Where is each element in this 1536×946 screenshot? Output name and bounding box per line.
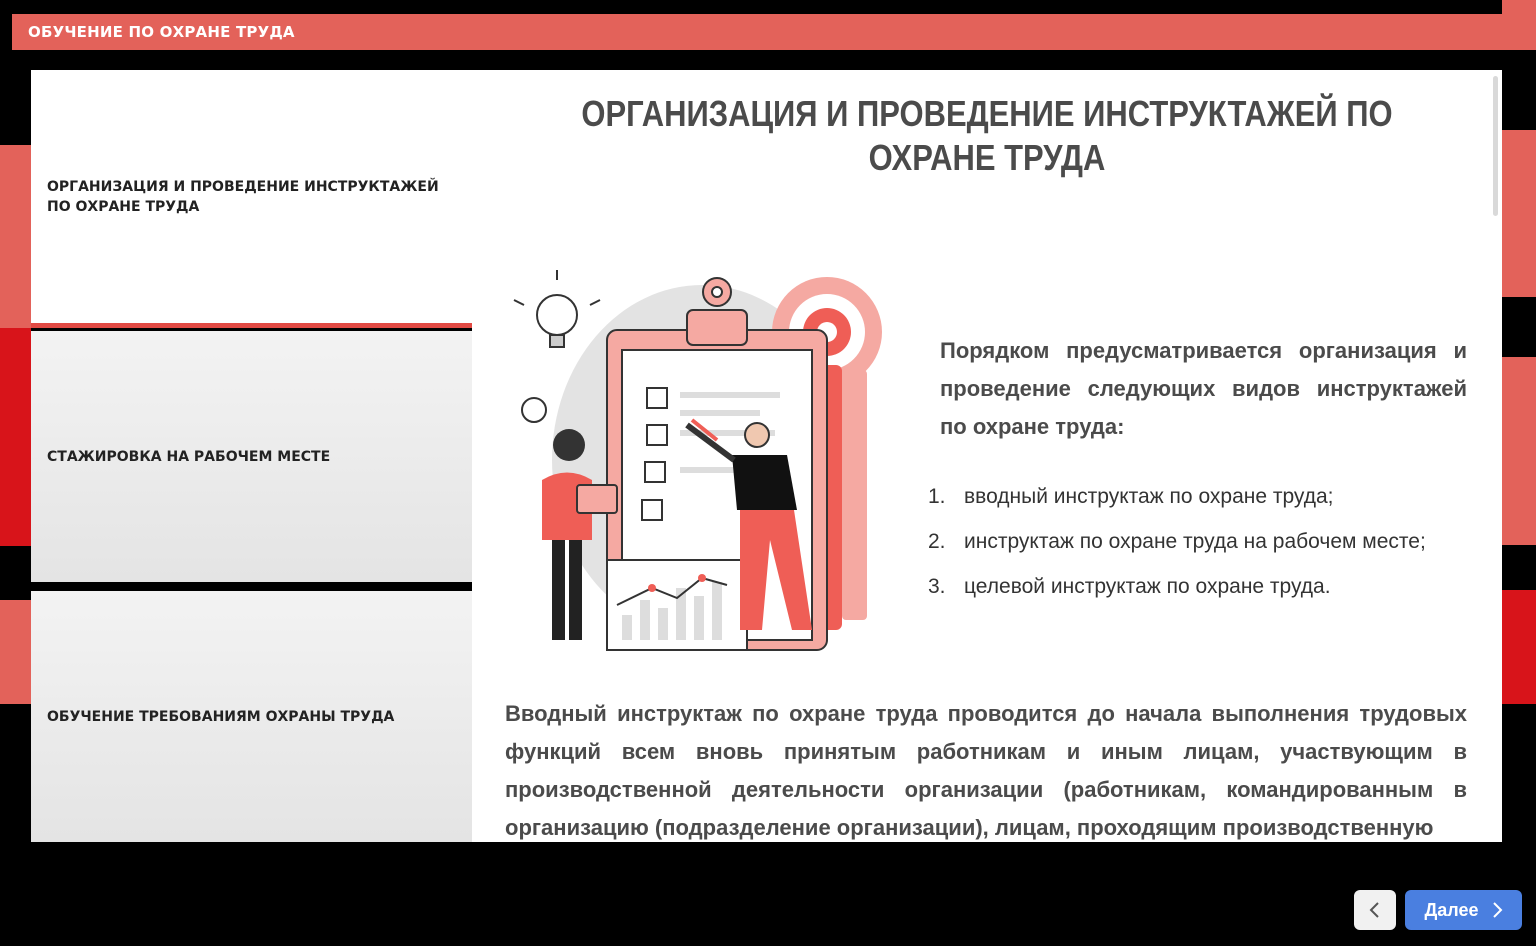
intro-briefing-paragraph: Вводный инструктаж по охране труда проводится до начала выполнения трудовых функций всем вновь принятым работникам и иным лицам, участвующим в производственной деятельности организации (работникам, командированным в организацию (подразделение организации), лицам, проходящим производственную (505, 701, 1467, 840)
next-button-label: Далее (1424, 899, 1479, 920)
list-item (928, 564, 1468, 609)
intro-text: Порядком предусматривается организация и проведение следующих видов инструктажей по охране труда: (940, 338, 1467, 439)
sidebar (31, 70, 472, 842)
list-number: 1. (928, 485, 946, 508)
sidebar-item-training[interactable] (31, 591, 472, 842)
bg-band-right-2 (1502, 357, 1536, 545)
list-item (928, 474, 1468, 519)
course-title: ОБУЧЕНИЕ ПО ОХРАНЕ ТРУДА (28, 23, 295, 41)
list-item (928, 519, 1468, 564)
sidebar-item-label: ОБУЧЕНИЕ ТРЕБОВАНИЯМ ОХРАНЫ ТРУДА (47, 708, 395, 725)
content-panel (472, 70, 1502, 842)
chevron-right-icon (1491, 901, 1503, 919)
sidebar-item-instructions[interactable] (31, 70, 472, 328)
bg-band-left-bottom (0, 600, 31, 704)
bg-band-left-top (0, 145, 31, 328)
bg-band-right-3 (1502, 590, 1536, 704)
list-text: вводный инструктаж по охране труда; (964, 485, 1334, 508)
list-number: 2. (928, 530, 946, 553)
list-text: инструктаж по охране труда на рабочем месте; (964, 530, 1426, 553)
sidebar-item-internship[interactable] (31, 331, 472, 582)
instruction-types-list (928, 474, 1468, 609)
sidebar-item-label: ОРГАНИЗАЦИЯ И ПРОВЕДЕНИЕ ИНСТРУКТАЖЕЙ ПО ОХРАНЕ ТРУДА (47, 178, 439, 215)
next-button[interactable] (1405, 890, 1522, 930)
bg-band-right-1 (1502, 130, 1536, 297)
bg-band-left-mid (0, 328, 31, 546)
sidebar-item-label: СТАЖИРОВКА НА РАБОЧЕМ МЕСТЕ (47, 448, 331, 465)
chevron-left-icon (1368, 901, 1382, 919)
header-bar (12, 14, 1522, 50)
list-text: целевой инструктаж по охране труда. (964, 575, 1331, 598)
checklist-illustration (512, 270, 912, 670)
lesson-window (31, 70, 1502, 842)
content-scrollbar[interactable] (1493, 76, 1498, 216)
list-number: 3. (928, 575, 946, 598)
prev-button[interactable] (1354, 890, 1396, 930)
page-title: ОРГАНИЗАЦИЯ И ПРОВЕДЕНИЕ ИНСТРУКТАЖЕЙ ПО ОХРАНЕ ТРУДА (581, 93, 1393, 178)
